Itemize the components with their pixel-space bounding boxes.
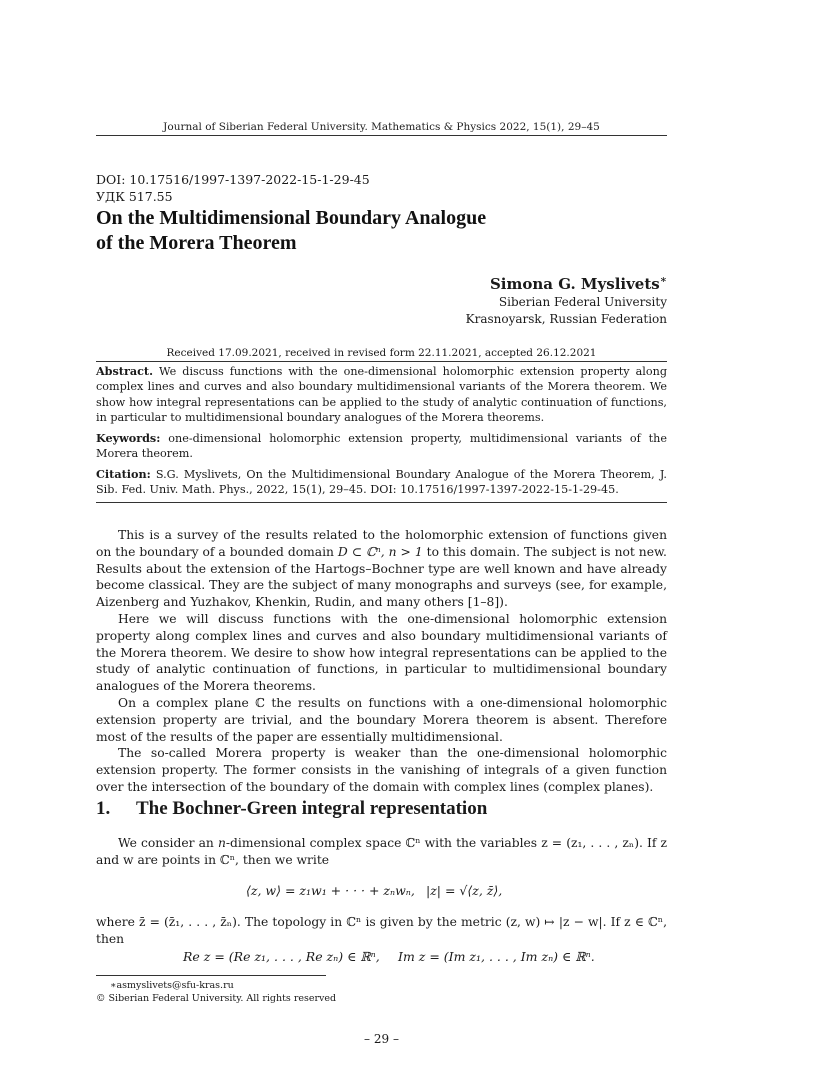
abstract — [96, 364, 667, 425]
abstract-label: Abstract. — [96, 364, 153, 378]
intro-paragraph-1: This is a survey of the results related to the holomorphic extension of functions given on the boundary of a bounded domain D ⊂ ℂⁿ, n > 1 to this domain. The subject is not new. Results about the extension of the Hartogs–Bochner type are well known and have already become classical. They are the subject of many monographs and surveys (see, for example, Aizenberg and Yuzhakov, Khenkin, Rudin, and many others [1–8]). — [96, 528, 667, 610]
equation-inner-product: ⟨z, w⟩ = z₁w₁ + · · · + zₙwₙ, — [246, 883, 415, 898]
equation-imaginary-part: Im z = (Im z₁, . . . , Im zₙ) ∈ ℝⁿ. — [398, 949, 595, 964]
footnote-copyright: © Siberian Federal University. All rights reserved — [96, 993, 337, 1004]
intro-paragraph-4: The so-called Morera property is weaker than the one-dimensional holomorphic extension property. The former consists in the vanishing of integrals of a given function over the intersection of the boundary of the domain with complex lines (complex planes). — [96, 746, 667, 794]
section-paragraph-1: We consider an n-dimensional complex space ℂⁿ with the variables z = (z₁, . . . , zₙ). If z and w are points in ℂⁿ, then we write — [96, 836, 667, 867]
page-number: – 29 – — [364, 1032, 399, 1046]
abstract-top-rule — [96, 361, 667, 362]
equation-norm: |z| = √⟨z, z̄⟩, — [426, 883, 503, 898]
section-number: 1. — [96, 798, 111, 819]
title-line-2: of the Morera Theorem — [96, 232, 297, 254]
title-line-1: On the Multidimensional Boundary Analogue — [96, 207, 487, 229]
intro-math-domain: D ⊂ ℂⁿ, n > 1 — [337, 544, 423, 559]
section-heading — [96, 798, 487, 820]
section-title: The Bochner-Green integral representation — [136, 798, 488, 819]
udk: УДК 517.55 — [96, 189, 173, 204]
abstract-bottom-rule — [96, 502, 667, 503]
keywords-label: Keywords: — [96, 431, 161, 445]
abstract-text: We discuss functions with the one-dimensional holomorphic extension property along complex lines and curves and also boundary multidimensional variants of the Morera theorem. We show how integral representations can be applied to the study of analytic continuation of functions, in particular to multidimensional boundary analogues of the Morera theorems. — [96, 365, 667, 424]
footnote-rule — [96, 975, 326, 976]
citation-label: Citation: — [96, 467, 151, 481]
author-name: Simona G. Myslivets∗ — [489, 274, 667, 293]
keywords-text: one-dimensional holomorphic extension property, multidimensional variants of the Morera theorem. — [96, 432, 667, 461]
doi: DOI: 10.17516/1997-1397-2022-15-1-29-45 — [96, 172, 370, 187]
equation-real-part: Re z = (Re z₁, . . . , Re zₙ) ∈ ℝⁿ, — [183, 949, 380, 964]
author-block — [466, 270, 667, 328]
author-location: Krasnoyarsk, Russian Federation — [465, 312, 667, 326]
paper-title — [96, 206, 656, 256]
citation-text: S.G. Myslivets, On the Multidimensional Boundary Analogue of the Morera Theorem, J. Sib. Fed. Univ. Math. Phys., 2022, 15(1), 29–45. DOI: 10.17516/1997-1397-2022-15-1-29-45. — [96, 468, 667, 497]
author-footnote-mark: ∗ — [659, 274, 667, 286]
header-rule — [96, 135, 667, 136]
footnote-email: ∗asmyslivets@sfu-kras.ru — [110, 980, 234, 991]
keywords — [96, 431, 667, 462]
introduction — [96, 527, 667, 796]
author-affiliation: Siberian Federal University — [498, 295, 667, 309]
intro-paragraph-2: Here we will discuss functions with the one-dimensional holomorphic extension property along complex lines and curves and also boundary multidimensional variants of the Morera theorem. We desire to show how integral representations can be applied to the study of analytic continuation of functions, in particular to multidimensional boundary analogues of the Morera theorems. — [96, 611, 667, 694]
received-dates: Received 17.09.2021, received in revised form 22.11.2021, accepted 26.12.2021 — [166, 347, 597, 359]
citation — [96, 467, 667, 498]
section-paragraph-2: where z̄ = (z̄₁, . . . , z̄ₙ). The topology in ℂⁿ is given by the metric (z, w) ↦ |z − w|. If z ∈ ℂⁿ, then — [96, 915, 667, 946]
intro-paragraph-3: On a complex plane ℂ the results on functions with a one-dimensional holomorphic extension property are trivial, and the boundary Morera theorem is absent. Therefore most of the results of the paper are essentially multidimensional. — [96, 695, 667, 744]
running-head: Journal of Siberian Federal University. Mathematics & Physics 2022, 15(1), 29–45 — [163, 121, 600, 133]
